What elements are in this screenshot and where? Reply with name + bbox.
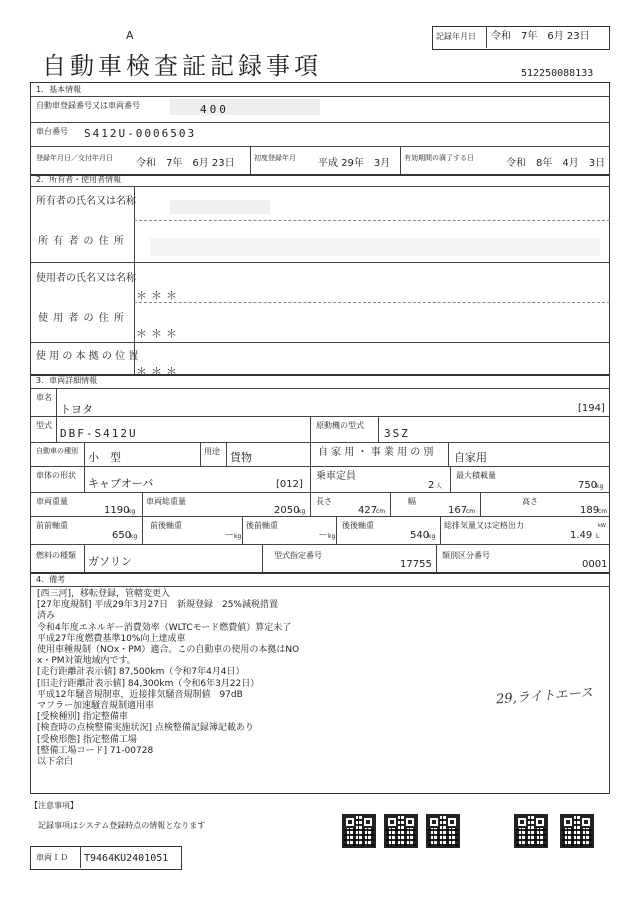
use-value: 貨物 (230, 451, 252, 464)
front-axle-label: 前前軸重 (36, 521, 68, 530)
category-value: 0001 (582, 559, 608, 570)
displacement-label: 総排気量又は定格出力 (444, 521, 524, 530)
front-rear-label: 前後軸重 (150, 521, 182, 530)
weight-value: 1190 (104, 505, 130, 516)
notice-text: 記録事項はシステム登録時点の情報となります (38, 821, 206, 830)
section1-heading: 1．基本情報 (36, 85, 82, 94)
user-addr-label: 使 用 者 の 住 所 (38, 313, 125, 324)
reg-no-label: 自動車登録番号又は車両番号 (36, 101, 140, 110)
rear-axle-value: 540 (410, 530, 430, 541)
reg-no-redaction (170, 99, 320, 115)
use-label: 用途 (204, 447, 220, 456)
rear-front-unit: kg (328, 533, 336, 540)
reg-date-label: 登録年月日／交付年月日 (36, 154, 113, 162)
remarks-line: 使用車種規制（NOx・PM）適合。この自動車の使用の本拠はNO (37, 645, 300, 655)
remarks-line: [検査時の点検整備実施状況] 点検整備記録簿記載あり (37, 723, 254, 734)
remarks-line: 以下余白 (37, 757, 74, 767)
notice-heading: 【注意事項】 (30, 801, 78, 810)
gross-unit: kg (298, 508, 306, 515)
height-value: 189 (580, 505, 600, 516)
displacement-unit-l: L (596, 533, 600, 540)
first-reg-label: 初度登録年月 (254, 154, 296, 162)
remarks-line: マフラー加速騒音規制適用車 (37, 701, 155, 711)
fuel-value: ガソリン (88, 555, 132, 568)
expiry-value: 令和 8年 4月 3日 (506, 158, 606, 169)
qr-code-4 (514, 814, 548, 848)
front-rear-value: － (224, 530, 234, 541)
remarks-line: 令和4年度エネルギー消費効率（WLTCモード燃費値）算定未了 (37, 622, 292, 633)
model-value: DBF-S412U (60, 427, 138, 440)
remarks-line: [受検形態] 指定整備工場 (37, 734, 137, 745)
front-rear-unit: kg (234, 533, 242, 540)
remarks-line: 平成12年騒音規制車，近接排気騒音規制値 97dB (37, 689, 243, 700)
rear-front-value: － (318, 530, 328, 541)
length-label: 長さ (316, 497, 332, 506)
qr-code-1 (342, 814, 376, 848)
record-date-label: 記録年月日 (436, 32, 476, 41)
gross-label: 車両総重量 (146, 497, 186, 506)
chassis-value: S412U-0006503 (84, 127, 197, 140)
document-number: 512250088133 (521, 68, 594, 79)
width-unit: cm (466, 508, 476, 515)
chassis-label: 車台番号 (36, 127, 68, 136)
reg-date-value: 令和 7年 6月 23日 (136, 158, 235, 169)
base-value: ＊＊＊ (136, 365, 181, 378)
vehicle-id-label: 車両ＩＤ (36, 853, 68, 862)
capacity-value: 2 (428, 480, 435, 491)
user-name-label: 使用者の氏名又は名称 (36, 273, 136, 284)
displacement-unit-kw: kW (598, 523, 606, 529)
type-designation-label: 型式指定番号 (274, 551, 322, 560)
gross-value: 2050 (274, 505, 300, 516)
header-mark: A (126, 29, 134, 42)
remarks-line: 平成27年度燃費基準10%向上達成車 (37, 633, 186, 644)
remarks-line: [整備工場コード] 71-00728 (37, 745, 154, 756)
body-value: キャブオーバ (88, 477, 154, 490)
type-label: 自動車の種別 (36, 447, 78, 455)
maker-label: 車名 (36, 393, 52, 402)
body-code: [012] (276, 479, 303, 490)
rear-front-label: 後前軸重 (246, 521, 278, 530)
width-label: 幅 (408, 497, 416, 506)
front-axle-value: 650 (112, 530, 132, 541)
section3-heading: 3．車両詳細情報 (36, 376, 98, 385)
rear-axle-label: 後後軸重 (342, 521, 374, 530)
vehicle-id-value: T9464KU2401051 (84, 853, 169, 864)
base-label: 使 用 の 本 拠 の 位 置 (36, 351, 139, 362)
maxload-label: 最大積載量 (456, 471, 496, 480)
remarks-line: [27年度規制] 平成29年3月27日 新規登録 25%減税措置 (37, 600, 278, 611)
qr-code-3 (426, 814, 460, 848)
rear-axle-unit: kg (428, 533, 436, 540)
record-date-value: 令和 7年 6月 23日 (491, 31, 590, 42)
height-label: 高さ (522, 497, 538, 506)
weight-unit: kg (128, 508, 136, 515)
capacity-unit: 人 (436, 483, 443, 490)
document-title: 自動車検査証記録事項 (42, 52, 322, 80)
length-value: 427 (358, 505, 378, 516)
remarks-line: [走行距離計表示値] 87,500km（令和7年4月4日） (37, 667, 245, 678)
user-name-value: ＊＊＊ (136, 289, 181, 302)
handwritten-note: 29,ライトエース (495, 685, 594, 708)
owner-name-redaction (170, 200, 270, 214)
displacement-value: 1.49 (570, 530, 593, 541)
remarks-line: x・PM対策地域内です。 (37, 656, 136, 667)
business-value: 自家用 (454, 451, 487, 464)
length-unit: cm (376, 508, 386, 515)
remarks-line: 済み (37, 611, 56, 622)
type-designation-value: 17755 (400, 559, 432, 570)
maxload-unit: kg (596, 483, 604, 490)
owner-name-label: 所有者の氏名又は名称 (36, 196, 136, 207)
owner-addr-redaction (150, 238, 600, 256)
user-addr-value: ＊＊＊ (136, 327, 181, 340)
front-axle-unit: kg (130, 533, 138, 540)
body-label: 車体の形状 (36, 471, 76, 480)
maker-code: [194] (578, 403, 605, 414)
remarks-line: [西三河]，移転登録，管轄変更入 (37, 589, 171, 599)
section2-heading: 2．所有者・使用者情報 (36, 175, 122, 184)
section4-heading: 4．備考 (36, 575, 66, 584)
width-value: 167 (448, 505, 468, 516)
weight-label: 車両重量 (36, 497, 68, 506)
maxload-value: 750 (578, 480, 598, 491)
business-label: 自 家 用 ・ 事 業 用 の 別 (318, 447, 434, 458)
engine-value: 3SZ (384, 427, 410, 440)
engine-label: 原動機の型式 (316, 421, 364, 430)
first-reg-value: 平成 29年 3月 (318, 158, 391, 169)
qr-code-5 (560, 814, 594, 848)
remarks-line: [受検種別] 指定整備車 (37, 712, 128, 723)
type-value: 小 型 (88, 451, 121, 464)
fuel-label: 燃料の種類 (36, 551, 76, 560)
category-label: 類別区分番号 (442, 551, 490, 560)
qr-code-2 (384, 814, 418, 848)
model-label: 型式 (36, 421, 52, 430)
maker-value: トヨタ (60, 403, 93, 416)
height-unit: cm (598, 508, 608, 515)
expiry-label: 有効期間の満了する日 (404, 154, 474, 162)
owner-addr-label: 所 有 者 の 住 所 (38, 236, 125, 247)
remarks-line: [旧走行距離計表示値] 84,300km（令和6年3月22日） (37, 678, 260, 689)
capacity-label: 乗車定員 (316, 471, 356, 482)
reg-no-value: 400 (200, 103, 229, 116)
